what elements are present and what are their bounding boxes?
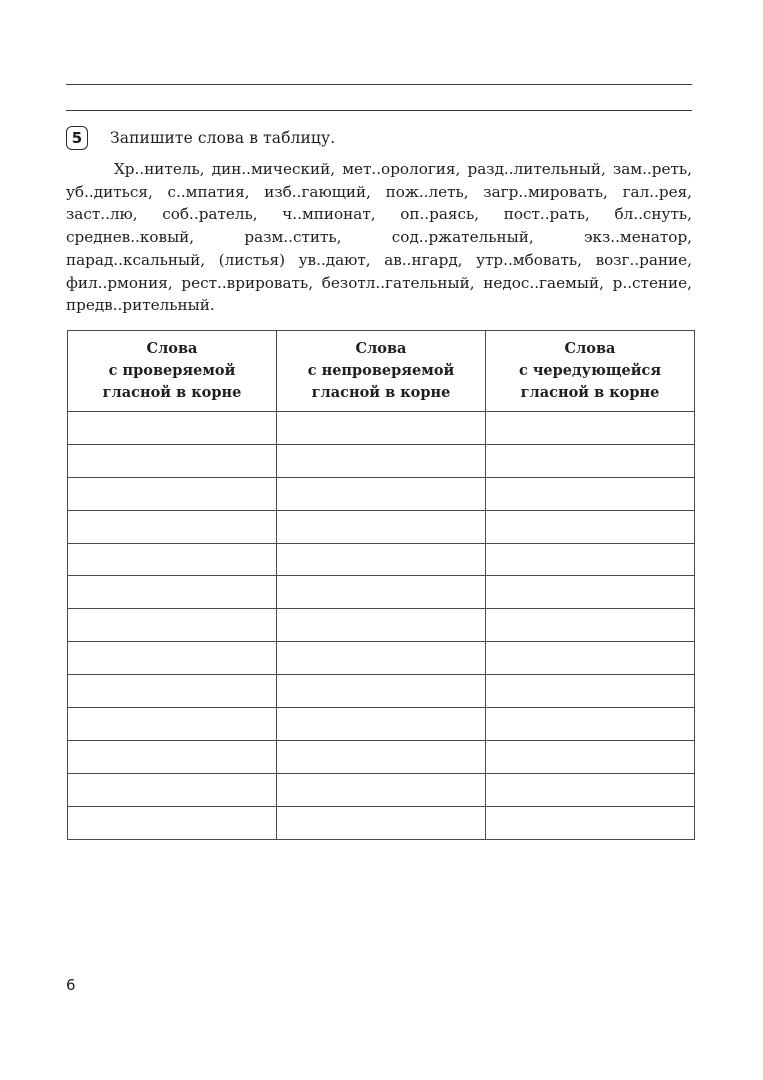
answer-cell[interactable] (277, 708, 486, 741)
header-line: гласной в корне (520, 384, 660, 401)
answer-cell[interactable] (486, 642, 695, 675)
task-word-list: Хр..нитель, дин..мический, мет..орология, разд..лительный, зам..реть, уб..диться, с..мпатия, изб..гающий, пож..леть, загр..мировать, гал..рея, заст..лю, соб..ратель, ч..мпионат, оп..раясь, пост..рать, бл..снуть, среднев..ковый, разм..стить, сод..ржательный, экз..менатор, парад..ксальный, (листья) ув..дают, ав..нгард, утр..мбовать, возг..рание, фил..рмония, рест..врировать, безотл..гательный, недос..гаемый, р..стение, предв..рительный. (66, 160, 692, 315)
task-number-badge: 5 (66, 126, 88, 150)
page-number: 6 (66, 976, 76, 994)
answer-table-body (68, 412, 695, 840)
answer-cell[interactable] (68, 609, 277, 642)
answer-cell[interactable] (277, 576, 486, 609)
answer-cell[interactable] (68, 576, 277, 609)
table-row (68, 576, 695, 609)
answer-cell[interactable] (277, 740, 486, 773)
answer-cell[interactable] (486, 412, 695, 445)
answer-cell[interactable] (277, 675, 486, 708)
answer-cell[interactable] (277, 412, 486, 445)
answer-cell[interactable] (486, 609, 695, 642)
column-header-checked-vowel (68, 331, 277, 412)
header-line: Слова (146, 340, 198, 357)
answer-cell[interactable] (277, 609, 486, 642)
answer-cell[interactable] (68, 642, 277, 675)
answer-cell[interactable] (486, 675, 695, 708)
task-title: Запишите слова в таблицу. (110, 129, 336, 147)
table-row (68, 444, 695, 477)
answer-cell[interactable] (277, 477, 486, 510)
table-row (68, 412, 695, 445)
column-header-alternating-vowel (486, 331, 695, 412)
answer-cell[interactable] (486, 708, 695, 741)
answer-line-2[interactable] (66, 110, 692, 111)
answer-cell[interactable] (486, 773, 695, 806)
answer-cell[interactable] (486, 806, 695, 839)
answer-cell[interactable] (486, 740, 695, 773)
answer-cell[interactable] (68, 773, 277, 806)
table-row (68, 806, 695, 839)
table-row (68, 609, 695, 642)
answer-cell[interactable] (486, 444, 695, 477)
header-line: с непроверяемой (307, 362, 455, 379)
answer-cell[interactable] (486, 543, 695, 576)
answer-cell[interactable] (486, 576, 695, 609)
answer-cell[interactable] (68, 477, 277, 510)
table-header-row (68, 331, 695, 412)
answer-cell[interactable] (486, 510, 695, 543)
task-header (66, 124, 335, 152)
table-row (68, 543, 695, 576)
column-header-unchecked-vowel (277, 331, 486, 412)
header-line: Слова (564, 340, 616, 357)
answer-cell[interactable] (68, 543, 277, 576)
table-row (68, 477, 695, 510)
answer-line-1[interactable] (66, 84, 692, 85)
answer-cell[interactable] (68, 444, 277, 477)
table-row (68, 708, 695, 741)
table-row (68, 740, 695, 773)
answer-cell[interactable] (68, 740, 277, 773)
table-row (68, 642, 695, 675)
answer-cell[interactable] (68, 708, 277, 741)
table-row (68, 510, 695, 543)
answer-table (67, 330, 695, 840)
answer-cell[interactable] (277, 642, 486, 675)
answer-cell[interactable] (68, 675, 277, 708)
header-line: гласной в корне (102, 384, 242, 401)
answer-cell[interactable] (277, 444, 486, 477)
header-line: гласной в корне (311, 384, 451, 401)
header-line: с проверяемой (108, 362, 236, 379)
answer-cell[interactable] (277, 773, 486, 806)
answer-cell[interactable] (486, 477, 695, 510)
answer-cell[interactable] (68, 412, 277, 445)
answer-cell[interactable] (277, 510, 486, 543)
answer-cell[interactable] (277, 806, 486, 839)
answer-cell[interactable] (68, 510, 277, 543)
header-line: с чередующейся (518, 362, 662, 379)
table-row (68, 773, 695, 806)
answer-cell[interactable] (277, 543, 486, 576)
table-row (68, 675, 695, 708)
answer-cell[interactable] (68, 806, 277, 839)
header-line: Слова (355, 340, 407, 357)
